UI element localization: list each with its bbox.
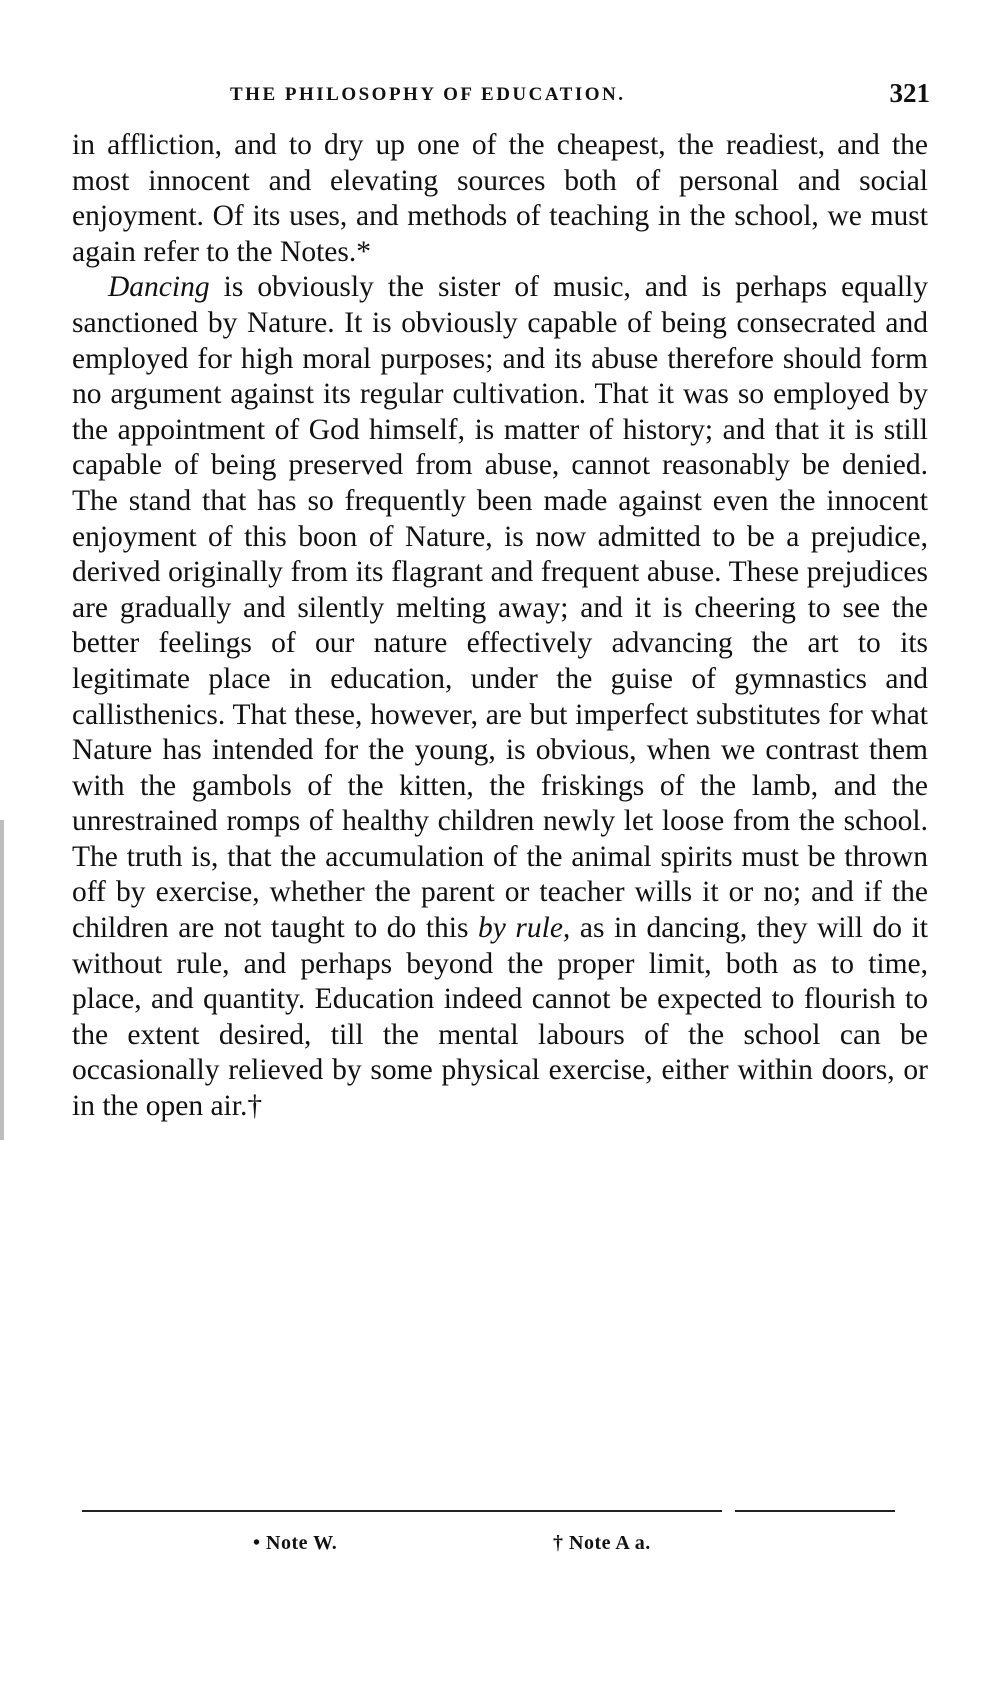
page-number: 321	[889, 78, 930, 108]
footnote-rule-right	[735, 1510, 895, 1512]
body-text	[72, 128, 928, 1125]
dancing-italic: Dancing	[108, 271, 210, 304]
running-title: THE PHILOSOPHY OF EDUCATION.	[230, 84, 626, 105]
paragraph-2	[72, 270, 928, 1124]
paragraph-1: in affliction, and to dry up one of the cheapest, the readiest, and the most innocent and elevating sources both of personal and social enjoyment. Of its uses, and methods of teaching in the school, we must again refer to the Notes.*	[72, 129, 928, 268]
page-edge-shadow	[0, 820, 4, 1140]
by-rule-italic: by rule,	[478, 912, 571, 945]
footnote-2: † Note A a.	[553, 1532, 651, 1554]
page-header	[70, 78, 930, 118]
footnote-1: • Note W.	[253, 1532, 338, 1554]
paragraph-2-text-b: as in dancing, they will do it without rule, and perhaps beyond the proper limit, both as to time, place, and quantity. Education indeed cannot be expected to flourish to the extent desired, till the mental labours of the school can be occasionally relieved by some physical exercise, either within doors, or in the open air.†	[72, 912, 928, 1123]
paragraph-2-text-a: is obviously the sister of music, and is perhaps equally sanctioned by Nature. It is obviously capable of being consecrated and employed for high moral purposes; and its abuse therefore should form no argument against its regular cultivation. That it was so employed by the appointment of God himself, is matter of history; and that it is still capable of being preserved from abuse, cannot reasonably be denied. The stand that has so frequently been made against even the innocent enjoyment of this boon of Nature, is now admitted to be a prejudice, derived originally from its flagrant and frequent abuse. These prejudices are gradually and silently melting away; and it is cheering to see the better feelings of our nature effectively advancing the art to its legitimate place in education, under the guise of gymnastics and callisthenics. That these, however, are but imperfect substitutes for what Nature has intended for the young, is obvious, when we contrast them with the gambols of the kitten, the friskings of the lamb, and the unrestrained romps of healthy children newly let loose from the school. The truth is, that the accumulation of the animal spirits must be thrown off by exercise, whether the parent or teacher wills it or no; and if the children are not taught to do this	[72, 271, 928, 945]
footnote-rule	[82, 1510, 722, 1512]
